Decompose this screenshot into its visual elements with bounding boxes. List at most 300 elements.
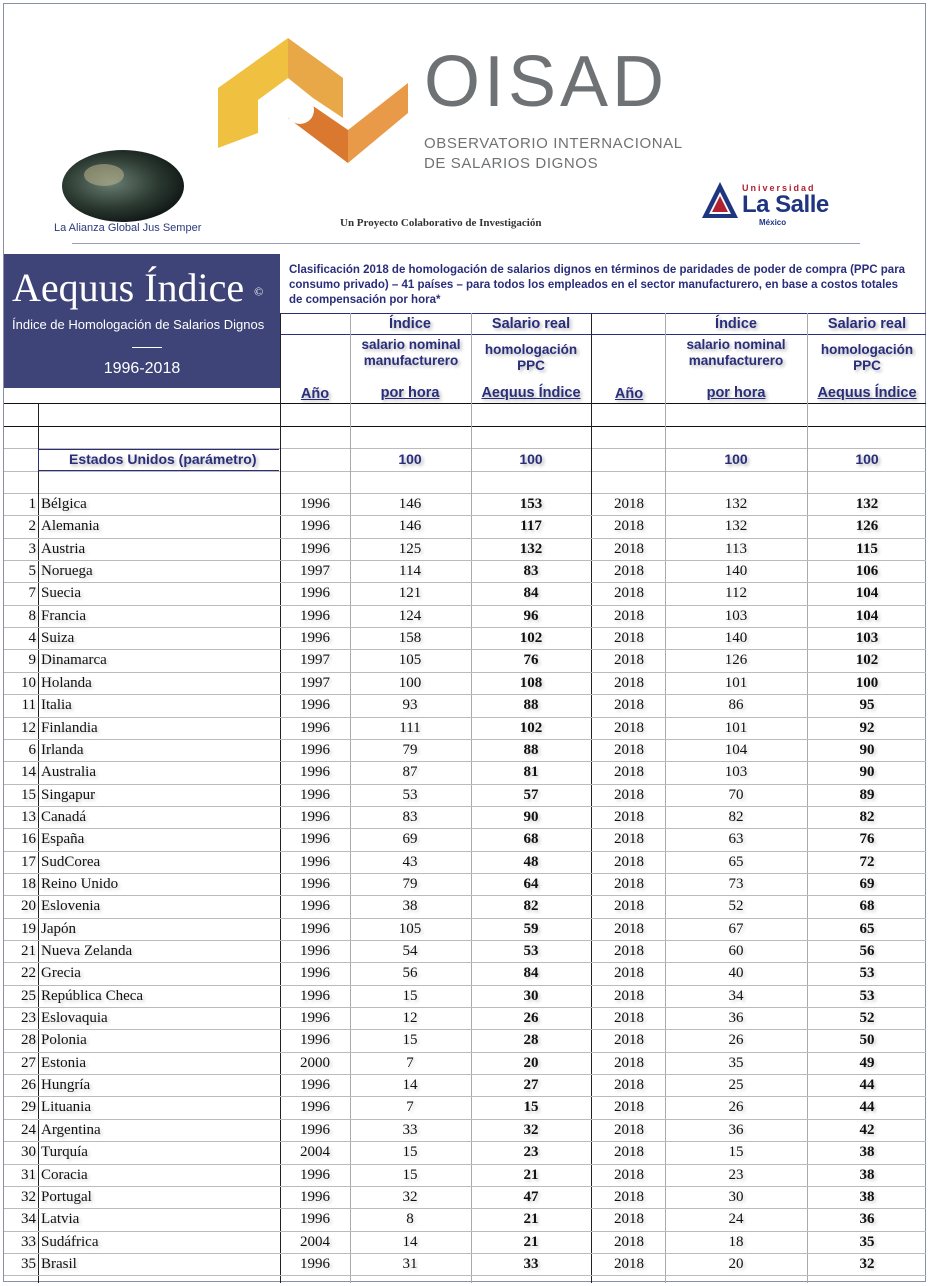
- nominal-1996-cell: 105: [398, 652, 422, 668]
- aequus-2018-cell: 38: [859, 1189, 875, 1205]
- nominal-2018-cell: 126: [724, 652, 748, 668]
- panel-divider: [132, 347, 162, 348]
- aequus-1996-cell: 33: [523, 1256, 539, 1272]
- oisad-subtitle: [424, 134, 683, 174]
- aequus-2018-cell: 44: [859, 1099, 875, 1115]
- nominal-2018-cell: 35: [728, 1055, 744, 1071]
- aequus-2018-cell: 69: [859, 876, 875, 892]
- aequus-1996-cell: 28: [523, 1032, 539, 1048]
- rank-cell: 10: [21, 675, 36, 691]
- nominal-2018-cell: 67: [728, 921, 744, 937]
- nominal-1996-cell: 7: [406, 1055, 414, 1071]
- year-2018-cell: 2018: [614, 1144, 644, 1160]
- rank-cell: 1: [28, 496, 36, 512]
- country-cell: Portugal: [41, 1189, 92, 1205]
- aequus-1996-cell: 15: [523, 1099, 539, 1115]
- nominal-1996-cell: 32: [402, 1189, 418, 1205]
- year-2018-cell: 2018: [614, 720, 644, 736]
- aequus-1996-cell: 48: [523, 854, 539, 870]
- year-1996-cell: 1996: [300, 1032, 330, 1048]
- country-cell: Coracia: [41, 1167, 88, 1183]
- rank-cell: 5: [28, 563, 36, 579]
- nominal-1996-cell: 33: [402, 1122, 418, 1138]
- year-2018-cell: 2018: [614, 518, 644, 534]
- aequus-1996-cell: 84: [523, 965, 539, 981]
- aequus-2018-cell: 35: [859, 1234, 875, 1250]
- country-cell: Holanda: [41, 675, 92, 691]
- nominal-1996-cell: 53: [402, 787, 418, 803]
- year-1996-cell: 2000: [300, 1055, 330, 1071]
- country-cell: República Checa: [41, 988, 144, 1004]
- nominal-2018-cell: 86: [728, 697, 744, 713]
- nominal-2018-cell: 70: [728, 787, 744, 803]
- aequus-2018-cell: 32: [859, 1256, 875, 1272]
- aequus-2018-cell: 65: [859, 921, 875, 937]
- aequus-2018-cell: 82: [859, 809, 875, 825]
- nominal-1996-cell: 15: [402, 1032, 418, 1048]
- nominal-1996-cell: 146: [398, 518, 422, 534]
- nominal-2018-cell: 73: [728, 876, 744, 892]
- rank-cell: 8: [28, 608, 36, 624]
- year-2018-cell: 2018: [614, 496, 644, 512]
- nominal-1996-cell: 111: [399, 720, 421, 736]
- nominal-1996-cell: 43: [402, 854, 418, 870]
- panel-subtitle: Índice de Homologación de Salarios Dignos: [12, 317, 265, 332]
- aequus-1996-cell: 153: [519, 496, 543, 512]
- alianza-caption: La Alianza Global Jus Semper: [54, 222, 202, 234]
- nominal-2018-cell: 36: [728, 1122, 744, 1138]
- year-1996-cell: 1996: [300, 1256, 330, 1272]
- aequus-2018-cell: 102: [855, 652, 879, 668]
- aequus-1996-cell: 53: [523, 943, 539, 959]
- country-cell: Japón: [41, 921, 76, 937]
- col-homologacion-2: homologación PPC: [820, 342, 914, 373]
- aequus-1996-cell: 83: [523, 563, 539, 579]
- nominal-2018-cell: 140: [724, 630, 748, 646]
- country-cell: Estonia: [41, 1055, 86, 1071]
- country-cell: Argentina: [41, 1122, 101, 1138]
- year-2018-cell: 2018: [614, 876, 644, 892]
- col-aequus-2: Aequus Índice: [817, 385, 917, 401]
- aequus-2018-cell: 56: [859, 943, 875, 959]
- country-cell: Australia: [41, 764, 96, 780]
- header-bottom-line: [4, 403, 926, 404]
- country-cell: SudCorea: [41, 854, 101, 870]
- nominal-2018-cell: 52: [728, 898, 744, 914]
- year-1996-cell: 1996: [300, 764, 330, 780]
- rank-cell: 23: [21, 1010, 36, 1026]
- year-2018-cell: 2018: [614, 608, 644, 624]
- year-1996-cell: 1996: [300, 1189, 330, 1205]
- aequus-1996-cell: 68: [523, 831, 539, 847]
- nominal-1996-cell: 124: [398, 608, 422, 624]
- aequus-1996-cell: 102: [519, 630, 543, 646]
- country-cell: Eslovenia: [41, 898, 101, 914]
- country-cell: Hungría: [41, 1077, 91, 1093]
- col-salario-nominal-1: salario nominal manufacturero: [361, 337, 461, 368]
- country-cell: Alemania: [41, 518, 100, 534]
- year-2018-cell: 2018: [614, 1122, 644, 1138]
- nominal-1996-cell: 56: [402, 965, 418, 981]
- year-2018-cell: 2018: [614, 541, 644, 557]
- rank-cell: 20: [21, 898, 36, 914]
- university-country: México: [759, 218, 787, 227]
- year-1996-cell: 1996: [300, 518, 330, 534]
- rank-cell: 3: [28, 541, 36, 557]
- nominal-2018-cell: 18: [728, 1234, 744, 1250]
- panel-title: [12, 264, 263, 311]
- year-1996-cell: 1996: [300, 1010, 330, 1026]
- nominal-1996-cell: 31: [402, 1256, 418, 1272]
- nominal-1996-cell: 100: [398, 675, 422, 691]
- year-2018-cell: 2018: [614, 1010, 644, 1026]
- year-2018-cell: 2018: [614, 1256, 644, 1272]
- rank-cell: 27: [21, 1055, 36, 1071]
- aequus-1996-cell: 21: [523, 1234, 539, 1250]
- oisad-title: OISAD: [424, 42, 669, 122]
- rank-cell: 32: [21, 1189, 36, 1205]
- year-1996-cell: 1996: [300, 742, 330, 758]
- nominal-1996-cell: 121: [398, 585, 422, 601]
- aequus-1996-cell: 88: [523, 742, 539, 758]
- country-cell: Canadá: [41, 809, 86, 825]
- rank-cell: 18: [21, 876, 36, 892]
- nominal-1996-cell: 83: [402, 809, 418, 825]
- aequus-2018-cell: 49: [859, 1055, 875, 1071]
- nominal-1996-cell: 146: [398, 496, 422, 512]
- aequus-1996-cell: 21: [523, 1167, 539, 1183]
- country-cell: Dinamarca: [41, 652, 107, 668]
- year-2018-cell: 2018: [614, 630, 644, 646]
- nominal-1996-cell: 8: [406, 1211, 414, 1227]
- col-por-hora-2: por hora: [706, 385, 766, 401]
- title-panel: [4, 254, 280, 388]
- year-2018-cell: 2018: [614, 787, 644, 803]
- year-1996-cell: 2004: [300, 1234, 330, 1250]
- oisad-logo-icon: [218, 38, 418, 188]
- rank-cell: 19: [21, 921, 36, 937]
- nominal-2018-cell: 60: [728, 943, 744, 959]
- nominal-2018-cell: 30: [728, 1189, 744, 1205]
- nominal-2018-cell: 82: [728, 809, 744, 825]
- year-1996-cell: 1996: [300, 608, 330, 624]
- col-por-hora-1: por hora: [380, 385, 440, 401]
- nominal-2018-cell: 26: [728, 1032, 744, 1048]
- year-1996-cell: 1996: [300, 988, 330, 1004]
- rank-cell: 2: [28, 518, 36, 534]
- lasalle-star-icon: [700, 180, 740, 222]
- nominal-2018-cell: 113: [725, 541, 747, 557]
- year-1996-cell: 1996: [300, 854, 330, 870]
- country-cell: Reino Unido: [41, 876, 119, 892]
- country-cell: Grecia: [41, 965, 81, 981]
- aequus-2018-cell: 106: [855, 563, 879, 579]
- nominal-2018-cell: 24: [728, 1211, 744, 1227]
- col-salario-real-1: Salario real: [491, 316, 571, 332]
- year-2018-cell: 2018: [614, 742, 644, 758]
- year-2018-cell: 2018: [614, 809, 644, 825]
- aequus-2018-cell: 36: [859, 1211, 875, 1227]
- country-cell: España: [41, 831, 85, 847]
- aequus-2018-cell: 38: [859, 1167, 875, 1183]
- country-cell: Italia: [41, 697, 72, 713]
- aequus-1996-cell: 57: [523, 787, 539, 803]
- year-2018-cell: 2018: [614, 563, 644, 579]
- nominal-2018-cell: 20: [728, 1256, 744, 1272]
- nominal-1996-cell: 15: [402, 988, 418, 1004]
- country-cell: Suecia: [41, 585, 81, 601]
- year-1996-cell: 1997: [300, 675, 330, 691]
- aequus-2018-cell: 95: [859, 697, 875, 713]
- year-1996-cell: 1996: [300, 541, 330, 557]
- country-cell: Singapur: [41, 787, 96, 803]
- nominal-2018-cell: 101: [724, 675, 748, 691]
- aequus-2018-cell: 52: [859, 1010, 875, 1026]
- col-indice-2: Índice: [715, 316, 757, 332]
- country-cell: Sudáfrica: [41, 1234, 99, 1250]
- year-1996-cell: 1996: [300, 876, 330, 892]
- aequus-1996-cell: 21: [523, 1211, 539, 1227]
- rank-cell: 25: [21, 988, 36, 1004]
- aequus-1996-cell: 30: [523, 988, 539, 1004]
- country-cell: Noruega: [41, 563, 93, 579]
- nominal-1996-cell: 15: [402, 1144, 418, 1160]
- aequus-1996-cell: 27: [523, 1077, 539, 1093]
- year-1996-cell: 1996: [300, 1211, 330, 1227]
- year-2018-cell: 2018: [614, 1167, 644, 1183]
- year-1996-cell: 1997: [300, 563, 330, 579]
- aequus-2018-cell: 115: [856, 541, 878, 557]
- year-1996-cell: 1996: [300, 720, 330, 736]
- col-salario-nominal-2: salario nominal manufacturero: [686, 337, 786, 368]
- nominal-1996-cell: 125: [398, 541, 422, 557]
- country-cell: Irlanda: [41, 742, 84, 758]
- year-2018-cell: 2018: [614, 652, 644, 668]
- rank-cell: 12: [21, 720, 36, 736]
- nominal-1996-cell: 93: [402, 697, 418, 713]
- project-caption: Un Proyecto Colaborativo de Investigación: [340, 217, 542, 229]
- aequus-1996-cell: 117: [520, 518, 542, 534]
- nominal-2018-cell: 112: [725, 585, 747, 601]
- rank-cell: 33: [21, 1234, 36, 1250]
- aequus-1996-cell: 23: [523, 1144, 539, 1160]
- aequus-1996-cell: 84: [523, 585, 539, 601]
- year-1996-cell: 1996: [300, 809, 330, 825]
- nominal-2018-cell: 63: [728, 831, 744, 847]
- nominal-1996-cell: 114: [399, 563, 421, 579]
- rank-cell: 35: [21, 1256, 36, 1272]
- nominal-1996-cell: 87: [402, 764, 418, 780]
- aequus-1996-cell: 108: [519, 675, 543, 691]
- year-2018-cell: 2018: [614, 854, 644, 870]
- rank-cell: 6: [28, 742, 36, 758]
- aequus-1996-cell: 81: [523, 764, 539, 780]
- rank-cell: 7: [28, 585, 36, 601]
- aequus-1996-cell: 90: [523, 809, 539, 825]
- aequus-2018-cell: 72: [859, 854, 875, 870]
- rank-cell: 34: [21, 1211, 36, 1227]
- nominal-2018-cell: 25: [728, 1077, 744, 1093]
- nominal-1996-cell: 12: [402, 1010, 418, 1026]
- year-2018-cell: 2018: [614, 898, 644, 914]
- nominal-2018-cell: 103: [724, 608, 748, 624]
- year-1996-cell: 1996: [300, 921, 330, 937]
- reference-value-2: 100: [519, 451, 543, 467]
- year-2018-cell: 2018: [614, 921, 644, 937]
- country-cell: Suiza: [41, 630, 75, 646]
- nominal-2018-cell: 36: [728, 1010, 744, 1026]
- aequus-2018-cell: 126: [855, 518, 879, 534]
- year-1996-cell: 1997: [300, 652, 330, 668]
- row-divider: [4, 1275, 926, 1276]
- rank-cell: 29: [21, 1099, 36, 1115]
- aequus-1996-cell: 32: [523, 1122, 539, 1138]
- year-1996-cell: 1996: [300, 1077, 330, 1093]
- oisad-subtitle-line1: OBSERVATORIO INTERNACIONAL: [424, 135, 683, 152]
- nominal-1996-cell: 38: [402, 898, 418, 914]
- aequus-2018-cell: 76: [859, 831, 875, 847]
- year-1996-cell: 1996: [300, 1167, 330, 1183]
- aequus-2018-cell: 90: [859, 742, 875, 758]
- year-2018-cell: 2018: [614, 585, 644, 601]
- description: Clasificación 2018 de homologación de salarios dignos en términos de paridades de poder de compra (PPC para consumo privado) – 41 países – para todos los empleados en el sector manufacturero, en base a costos totales de compensación por hora*: [289, 264, 906, 306]
- aequus-2018-cell: 92: [859, 720, 875, 736]
- rank-cell: 28: [21, 1032, 36, 1048]
- year-2018-cell: 2018: [614, 965, 644, 981]
- year-2018-cell: 2018: [614, 988, 644, 1004]
- year-2018-cell: 2018: [614, 1189, 644, 1205]
- rank-cell: 30: [21, 1144, 36, 1160]
- aequus-2018-cell: 89: [859, 787, 875, 803]
- col-divider-country: [280, 313, 281, 1283]
- country-cell: Finlandia: [41, 720, 98, 736]
- aequus-1996-cell: 102: [519, 720, 543, 736]
- nominal-2018-cell: 103: [724, 764, 748, 780]
- aequus-1996-cell: 64: [523, 876, 539, 892]
- country-cell: Latvia: [41, 1211, 80, 1227]
- year-2018-cell: 2018: [614, 943, 644, 959]
- year-1996-cell: 1996: [300, 630, 330, 646]
- country-cell: Austria: [41, 541, 86, 557]
- year-2018-cell: 2018: [614, 697, 644, 713]
- rank-cell: 13: [21, 809, 36, 825]
- panel-title-text: Aequus Índice: [12, 265, 245, 310]
- nominal-1996-cell: 14: [402, 1077, 418, 1093]
- nominal-2018-cell: 101: [724, 720, 748, 736]
- aequus-1996-cell: 76: [523, 652, 539, 668]
- year-1996-cell: 1996: [300, 787, 330, 803]
- rank-cell: 31: [21, 1167, 36, 1183]
- col-divider-group: [591, 313, 592, 1283]
- globe-logo: [62, 150, 184, 222]
- year-1996-cell: 1996: [300, 831, 330, 847]
- year-2018-cell: 2018: [614, 675, 644, 691]
- nominal-2018-cell: 15: [728, 1144, 744, 1160]
- aequus-2018-cell: 68: [859, 898, 875, 914]
- year-1996-cell: 1996: [300, 898, 330, 914]
- year-2018-cell: 2018: [614, 831, 644, 847]
- aequus-2018-cell: 104: [855, 585, 879, 601]
- aequus-1996-cell: 132: [519, 541, 543, 557]
- reference-value-3: 100: [724, 451, 748, 467]
- aequus-2018-cell: 103: [855, 630, 879, 646]
- aequus-2018-cell: 132: [855, 496, 879, 512]
- rank-cell: 9: [28, 652, 36, 668]
- col-anio-1: Año: [300, 386, 330, 402]
- nominal-1996-cell: 105: [398, 921, 422, 937]
- header-top-line: [280, 313, 926, 314]
- header-mid-line: [280, 334, 926, 335]
- rank-cell: 14: [21, 764, 36, 780]
- year-1996-cell: 1996: [300, 1122, 330, 1138]
- nominal-1996-cell: 15: [402, 1167, 418, 1183]
- nominal-1996-cell: 79: [402, 876, 418, 892]
- country-cell: Eslovaquia: [41, 1010, 108, 1026]
- year-1996-cell: 1996: [300, 965, 330, 981]
- country-cell: Polonia: [41, 1032, 87, 1048]
- spacer-line-1: [4, 426, 926, 427]
- country-cell: Bélgica: [41, 496, 87, 512]
- aequus-1996-cell: 26: [523, 1010, 539, 1026]
- aequus-1996-cell: 59: [523, 921, 539, 937]
- nominal-1996-cell: 14: [402, 1234, 418, 1250]
- col-divider-rank: [38, 403, 39, 1283]
- nominal-2018-cell: 40: [728, 965, 744, 981]
- country-cell: Lituania: [41, 1099, 91, 1115]
- year-1996-cell: 1996: [300, 585, 330, 601]
- rank-cell: 21: [21, 943, 36, 959]
- rank-cell: 4: [28, 630, 36, 646]
- aequus-1996-cell: 82: [523, 898, 539, 914]
- nominal-1996-cell: 69: [402, 831, 418, 847]
- country-cell: Francia: [41, 608, 86, 624]
- nominal-2018-cell: 34: [728, 988, 744, 1004]
- year-1996-cell: 1996: [300, 697, 330, 713]
- oisad-subtitle-line2: DE SALARIOS DIGNOS: [424, 155, 599, 172]
- rank-cell: 15: [21, 787, 36, 803]
- nominal-1996-cell: 54: [402, 943, 418, 959]
- aequus-1996-cell: 88: [523, 697, 539, 713]
- aequus-2018-cell: 53: [859, 965, 875, 981]
- col-indice-1: Índice: [389, 316, 431, 332]
- aequus-1996-cell: 96: [523, 608, 539, 624]
- nominal-1996-cell: 7: [406, 1099, 414, 1115]
- year-1996-cell: 2004: [300, 1144, 330, 1160]
- reference-value-4: 100: [855, 451, 879, 467]
- nominal-2018-cell: 132: [724, 496, 748, 512]
- rank-cell: 16: [21, 831, 36, 847]
- col-aequus-1: Aequus Índice: [481, 385, 581, 401]
- year-1996-cell: 1996: [300, 1099, 330, 1115]
- rank-cell: 26: [21, 1077, 36, 1093]
- aequus-2018-cell: 44: [859, 1077, 875, 1093]
- year-2018-cell: 2018: [614, 764, 644, 780]
- aequus-2018-cell: 38: [859, 1144, 875, 1160]
- aequus-2018-cell: 100: [855, 675, 879, 691]
- rank-cell: 24: [21, 1122, 36, 1138]
- panel-years: 1996-2018: [103, 360, 181, 377]
- reference-label: Estados Unidos (parámetro): [69, 451, 257, 467]
- nominal-2018-cell: 23: [728, 1167, 744, 1183]
- aequus-2018-cell: 42: [859, 1122, 875, 1138]
- copyright-icon: ©: [254, 284, 264, 299]
- country-cell: Turquía: [41, 1144, 88, 1160]
- reference-value-1: 100: [398, 451, 422, 467]
- year-1996-cell: 1996: [300, 496, 330, 512]
- year-2018-cell: 2018: [614, 1234, 644, 1250]
- col-salario-real-2: Salario real: [827, 316, 907, 332]
- nominal-2018-cell: 104: [724, 742, 748, 758]
